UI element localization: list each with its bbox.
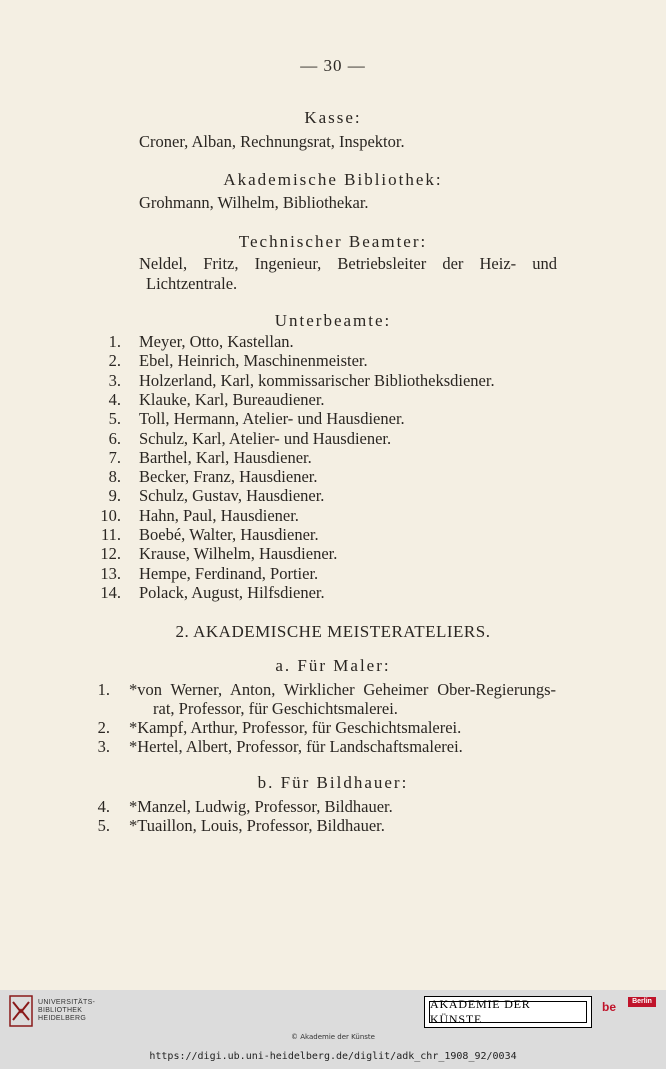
akademie-label: AKADEMIE DER KÜNSTE <box>429 1001 587 1023</box>
item-number: 14. <box>100 582 121 602</box>
item-text: Hempe, Ferdinand, Portier. <box>139 563 319 583</box>
item-text: Polack, August, Hilfsdiener. <box>139 582 325 602</box>
item-text: *von Werner, Anton, Wirklicher Geheimer Ober-Regierungs- <box>129 680 556 699</box>
item-text: Klauke, Karl, Bureaudiener. <box>139 389 325 409</box>
maler-item-3 <box>0 737 666 757</box>
maler-item-1-cont <box>0 699 666 719</box>
unterbeamte-item <box>0 429 666 449</box>
university-library-logo-icon[interactable] <box>8 994 34 1028</box>
item-text: Schulz, Gustav, Hausdiener. <box>139 486 325 506</box>
item-text: Toll, Hermann, Atelier- und Hausdiener. <box>139 409 405 429</box>
unterbeamte-item <box>0 544 666 564</box>
item-number: 5. <box>97 816 110 835</box>
unterbeamte-item <box>0 371 666 391</box>
heading-maler: a. Für Maler: <box>275 656 391 675</box>
bibliothek-line: Grohmann, Wilhelm, Bibliothekar. <box>139 193 369 212</box>
heading-unterbeamte: Unterbeamte: <box>274 311 392 330</box>
page-number: — 30 — <box>300 56 366 75</box>
unterbeamte-item <box>0 525 666 545</box>
ub-line-1: UNIVERSITÄTS- <box>38 999 96 1006</box>
permalink-url[interactable]: https://digi.ub.uni-heidelberg.de/diglit/adk_chr_1908_92/0034 <box>149 1051 517 1062</box>
ub-line-3: HEIDELBERG <box>38 1015 87 1022</box>
item-text: *Hertel, Albert, Professor, für Landschaftsmalerei. <box>129 737 463 756</box>
technischer-line-1: Neldel, Fritz, Ingenieur, Betriebsleiter der Heiz- und <box>139 254 557 273</box>
item-text: Krause, Wilhelm, Hausdiener. <box>139 544 338 564</box>
item-text: Barthel, Karl, Hausdiener. <box>139 447 312 467</box>
heading-meisterateliers: 2. AKADEMISCHE MEISTERATELIERS. <box>175 622 491 641</box>
heading-bibliothek: Akademische Bibliothek: <box>223 170 443 189</box>
item-number: 13. <box>100 563 121 583</box>
item-number: 2. <box>108 351 121 371</box>
item-text: *Tuaillon, Louis, Professor, Bildhauer. <box>129 816 385 835</box>
unterbeamte-item <box>0 467 666 487</box>
item-number: 11. <box>100 525 121 544</box>
bildhauer-item-4 <box>0 797 666 817</box>
ub-line-2: BIBLIOTHEK <box>38 1007 83 1014</box>
item-number: 3. <box>97 737 110 756</box>
item-number: 7. <box>108 447 121 467</box>
technischer-line-2: Lichtzentrale. <box>146 274 238 293</box>
item-number: 4. <box>108 389 121 409</box>
item-number: 6. <box>108 428 121 448</box>
item-number: 5. <box>108 409 121 429</box>
item-number: 4. <box>97 797 110 816</box>
copyright-notice: © Akademie der Künste <box>291 1033 375 1041</box>
heading-kasse: Kasse: <box>304 108 362 127</box>
item-number: 1. <box>108 332 121 351</box>
unterbeamte-item <box>0 564 666 584</box>
item-number: 3. <box>108 370 121 390</box>
unterbeamte-item <box>0 351 666 371</box>
unterbeamte-item <box>0 448 666 468</box>
heading-technischer: Technischer Beamter: <box>238 232 428 251</box>
unterbeamte-item <box>0 486 666 506</box>
item-text: Ebel, Heinrich, Maschinenmeister. <box>139 351 368 371</box>
maler-item-2 <box>0 718 666 738</box>
be-logo-text[interactable]: be <box>602 1000 617 1014</box>
item-number: 8. <box>108 467 121 487</box>
item-number: 9. <box>108 486 121 506</box>
unterbeamte-item <box>0 583 666 603</box>
heading-bildhauer: b. Für Bildhauer: <box>257 773 409 792</box>
akademie-logo-button[interactable] <box>424 996 592 1028</box>
item-text: Meyer, Otto, Kastellan. <box>139 332 294 351</box>
item-text-continuation: rat, Professor, für Geschichtsmalerei. <box>153 699 398 718</box>
berlin-badge[interactable]: Berlin <box>628 997 656 1007</box>
item-text: *Manzel, Ludwig, Professor, Bildhauer. <box>129 797 393 816</box>
item-text: *Kampf, Arthur, Professor, für Geschichtsmalerei. <box>129 718 462 737</box>
unterbeamte-item <box>0 390 666 410</box>
item-text: Holzerland, Karl, kommissarischer Bibliotheksdiener. <box>139 370 495 390</box>
item-number: 12. <box>100 544 121 564</box>
item-text: Becker, Franz, Hausdiener. <box>139 467 318 487</box>
item-text: Hahn, Paul, Hausdiener. <box>139 505 299 525</box>
unterbeamte-item <box>0 332 666 352</box>
item-number: 10. <box>100 505 121 525</box>
item-text: Boebé, Walter, Hausdiener. <box>139 525 319 544</box>
item-number: 2. <box>97 718 110 737</box>
item-text: Schulz, Karl, Atelier- und Hausdiener. <box>139 428 392 448</box>
bildhauer-item-5 <box>0 816 666 836</box>
university-library-name[interactable] <box>38 999 95 1023</box>
unterbeamte-item <box>0 409 666 429</box>
unterbeamte-item <box>0 506 666 526</box>
kasse-line: Croner, Alban, Rechnungsrat, Inspektor. <box>139 132 405 151</box>
item-number: 1. <box>97 680 110 699</box>
maler-item-1 <box>0 680 666 700</box>
